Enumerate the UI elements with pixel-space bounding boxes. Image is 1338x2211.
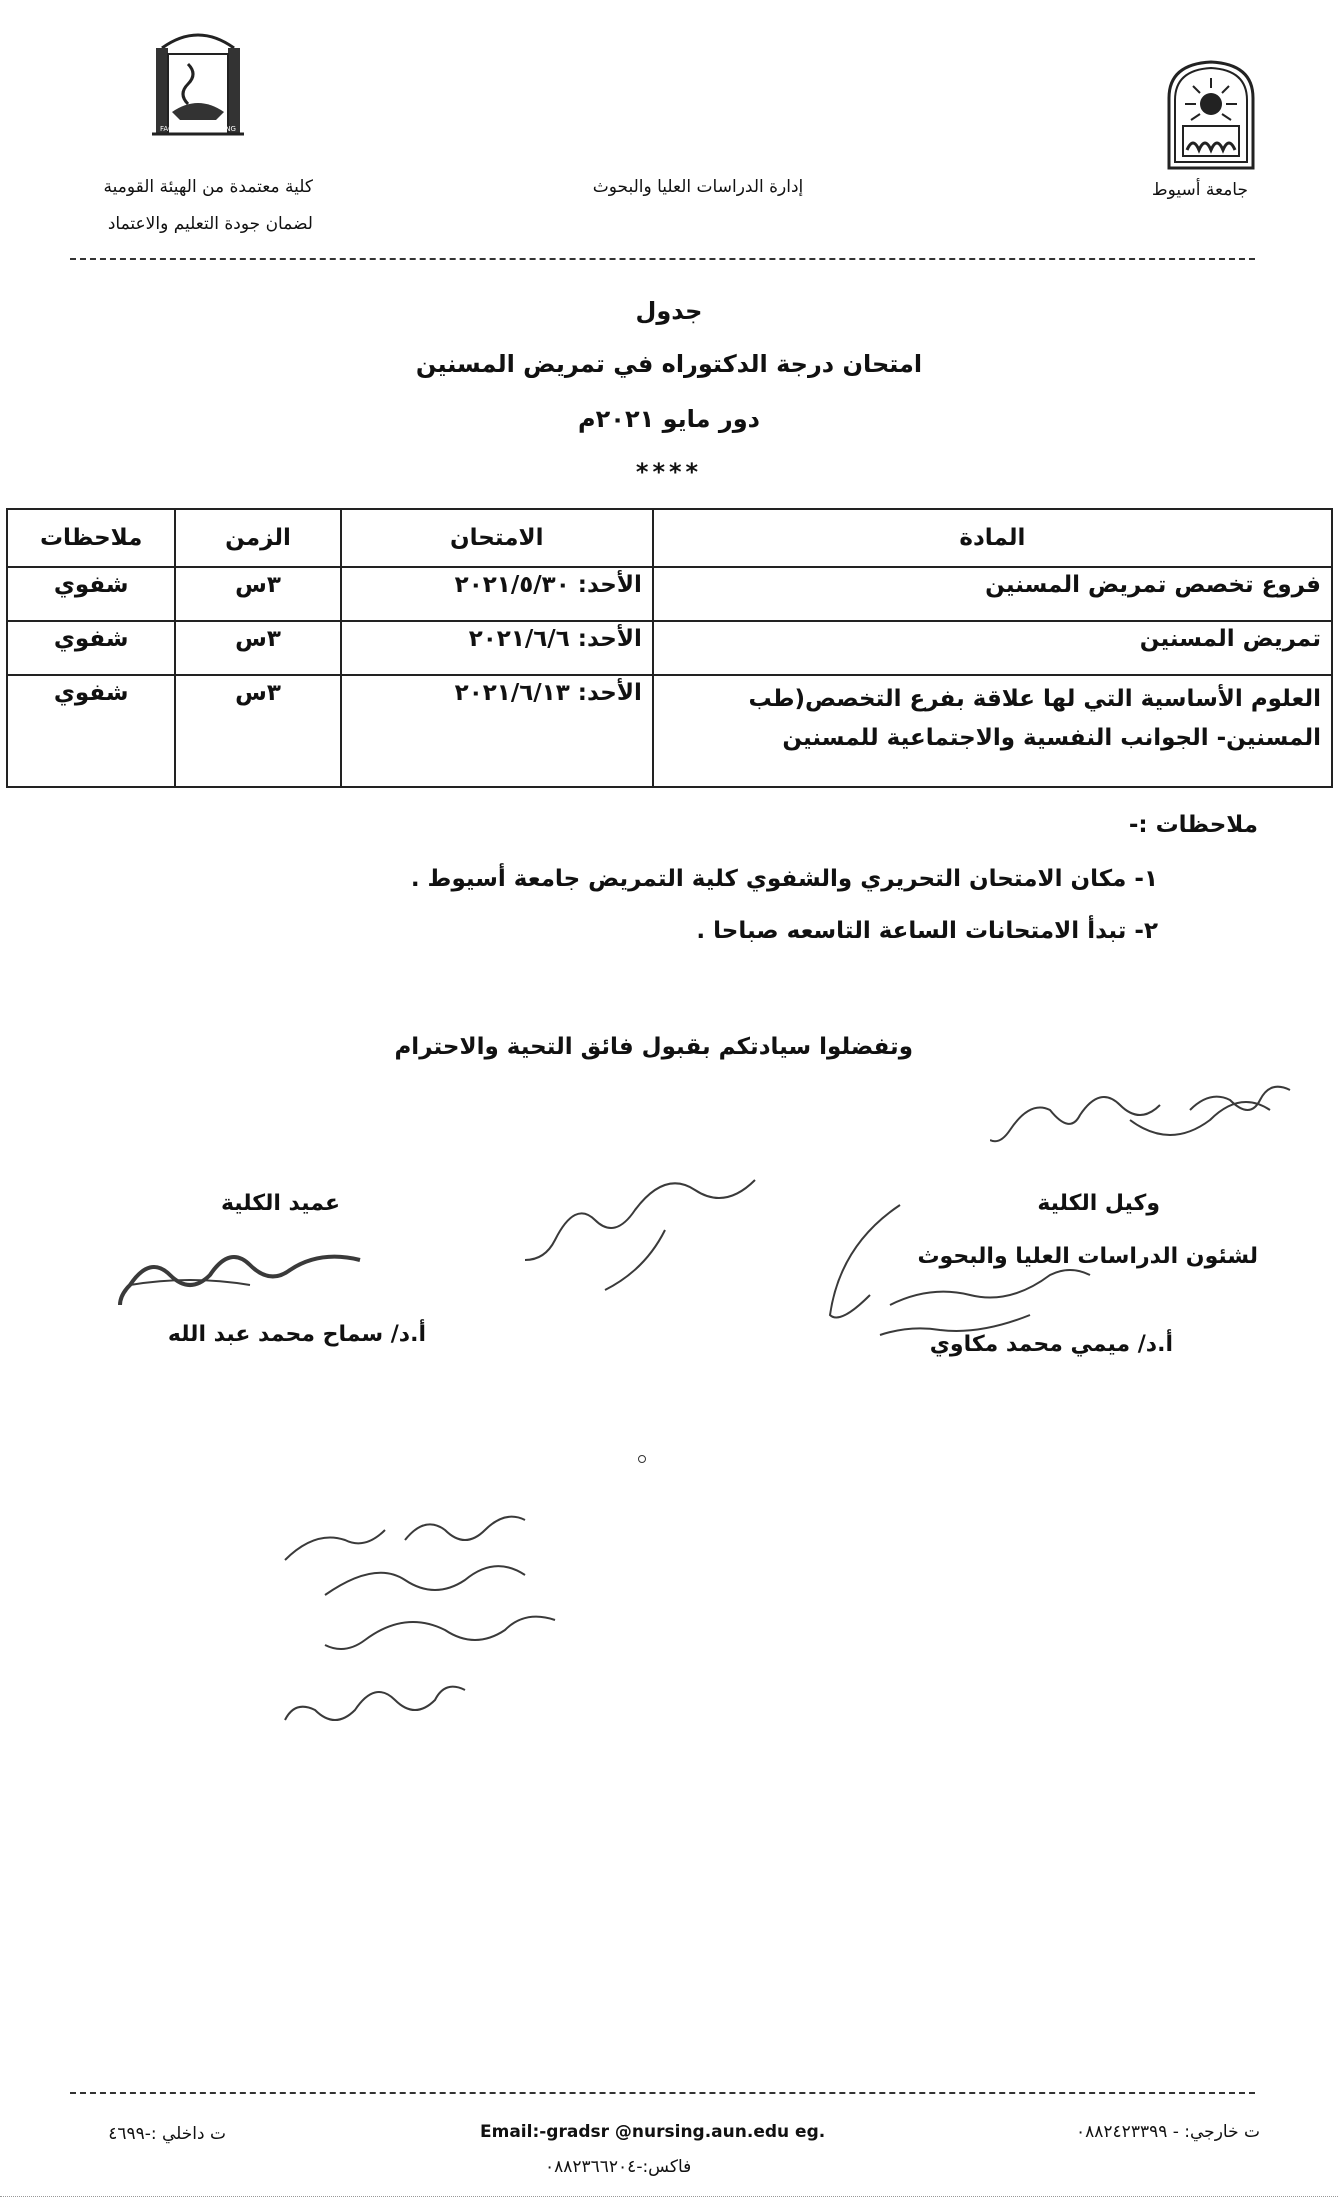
time-cell: ٣س [175,621,340,675]
table-header-row [7,509,1332,567]
dean-name: أ.د/ سماح محمد عبد الله [167,1322,426,1347]
title-stars: **** [635,458,703,486]
exam-date-cell: الأحد: ٢٠٢١/٦/١٣ [341,675,653,787]
dean-signature [110,1240,380,1310]
time-cell: ٣س [175,567,340,621]
notes-cell: شفوي [7,567,175,621]
fax-number: فاكس:-٠٨٨٢٣٦٦٢٠٤ [545,2157,692,2177]
bottom-wavy-edge [0,2196,1338,2205]
university-name: جامعة أسيوط [1151,180,1248,200]
notes-cell: شفوي [7,621,175,675]
exam-date-cell: الأحد: ٢٠٢١/٦/٦ [341,621,653,675]
session-title: دور مايو ٢٠٢١م [578,405,760,433]
handwritten-approval-note [235,1500,595,1750]
exam-schedule-table [6,508,1333,788]
header-time: الزمن [175,509,340,567]
exam-title: امتحان درجة الدكتوراه في تمريض المسنين [415,350,923,378]
header-subject: المادة [653,509,1332,567]
faculty-of-nursing-logo [142,20,254,140]
accreditation-line-1: كلية معتمدة من الهيئة القومية [103,177,313,197]
closing-line: وتفضلوا سيادتكم بقبول فائق التحية والاحترام [394,1034,913,1060]
table-row [7,675,1332,787]
vice-dean-title: وكيل الكلية [1037,1191,1160,1216]
internal-phone: ت داخلي :-٤٦٩٩ [108,2124,226,2144]
faculty-logo-text: FACULTY OF NURSING [160,125,236,133]
time-cell: ٣س [175,675,340,787]
department-name: إدارة الدراسات العليا والبحوث [592,177,804,197]
middle-signature [515,1170,775,1300]
dean-title: عميد الكلية [220,1191,340,1216]
exam-date-cell: الأحد: ٢٠٢١/٥/٣٠ [341,567,653,621]
vice-dean-title-2: لشئون الدراسات العليا والبحوث [917,1244,1258,1269]
footer-divider [70,2092,1255,2094]
handwritten-annotation [990,1070,1320,1170]
notes-heading: ملاحظات :- [1128,812,1258,838]
notes-cell: شفوي [7,675,175,787]
subject-cell: فروع تخصص تمريض المسنين [653,567,1332,621]
external-phone: ت خارجي: - ٠٨٨٢٤٢٣٣٩٩ [1076,2122,1260,2142]
subject-cell: العلوم الأساسية التي لها علاقة بفرع التخصص(طب المسنين- الجوانب النفسية والاجتماعية للمسنين [653,675,1332,787]
document-title: جدول [635,297,703,325]
vice-dean-signature [820,1195,1120,1345]
header-exam: الامتحان [341,509,653,567]
header-notes: ملاحظات [7,509,175,567]
small-circle-mark [638,1455,646,1463]
note-item-2: ٢- تبدأ الامتحانات الساعة التاسعه صباحا . [696,918,1158,944]
vice-dean-name: أ.د/ ميمي محمد مكاوي [929,1332,1173,1357]
accreditation-line-2: لضمان جودة التعليم والاعتماد [107,214,313,234]
table-row [7,567,1332,621]
email-address[interactable]: Email:-gradsr @nursing.aun.edu eg. [480,2122,826,2142]
note-item-1: ١- مكان الامتحان التحريري والشفوي كلية التمريض جامعة أسيوط . [410,866,1158,892]
subject-cell: تمريض المسنين [653,621,1332,675]
table-row [7,621,1332,675]
assiut-university-logo [1163,58,1259,170]
header-divider [70,258,1255,260]
